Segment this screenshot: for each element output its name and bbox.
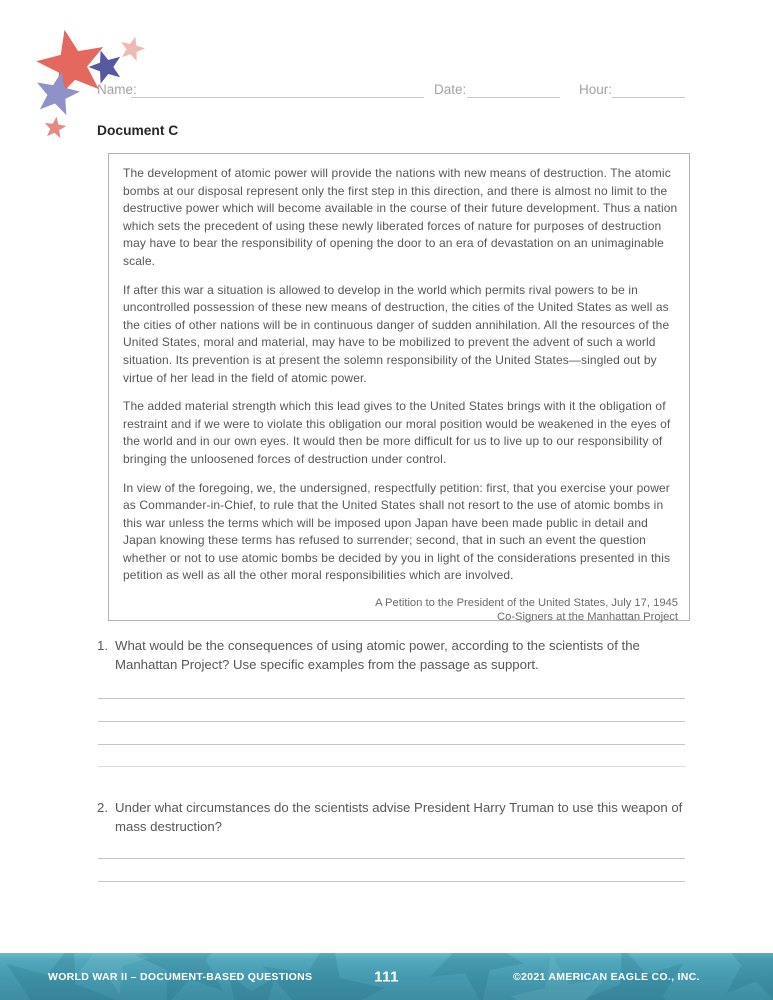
question-1-number: 1. bbox=[97, 638, 108, 653]
question-1-text: What would be the consequences of using atomic power, according to the scientists of the Manhattan Project? Use specific examples from the passage as support. bbox=[115, 638, 640, 672]
passage-paragraph: In view of the foregoing, we, the undersigned, respectfully petition: first, that you exercise your power as Commander-in-Chief, to rule that the United States shall not resort to the use of atomic bombs in this war unless the terms which will be imposed upon Japan have been made public in detail and Japan knowing these terms has refused to surrender; second, that in such an event the question whether or not to use atomic bombs be decided by you in light of the considerations presented in this petition as well as all the other moral responsibilities which are involved. bbox=[123, 480, 671, 583]
question-1 bbox=[97, 637, 689, 675]
star-icon bbox=[117, 33, 147, 62]
question-2 bbox=[97, 799, 689, 837]
passage-paragraph: The development of atomic power will provide the nations with new means of destruction. The atomic bombs at our disposal represent only the first step in this direction, and there is almost no limit to the destructive power which will become available in the course of their future development. Thus a nation which sets the precedent of using these newly liberated forces of nature for purposes of destruction may have to bear the responsibility of opening the door to an era of devastation on an unimaginable scale. bbox=[123, 166, 678, 268]
answer-line[interactable] bbox=[98, 698, 685, 699]
question-2-text: Under what circumstances do the scientists advise President Harry Truman to use this weapon of mass destruction? bbox=[115, 800, 683, 834]
passage-paragraph: If after this war a situation is allowed to develop in the world which permits rival powers to be in uncontrolled possession of these new means of destruction, the cities of the United States as well as the cities of other nations will be in continuous danger of sudden annihilation. All the resources of the United States, moral and material, may have to be mobilized to prevent the advent of such a world situation. Its prevention is at present the solemn responsibility of the United States—singled out by virtue of her lead in the field of atomic power. bbox=[123, 282, 670, 385]
footer-page-number: 111 bbox=[374, 968, 399, 985]
footer-copyright: ©2021 AMERICAN EAGLE CO., INC. bbox=[513, 970, 700, 983]
passage-box bbox=[108, 153, 690, 624]
name-label: Name: bbox=[97, 82, 137, 97]
star-icon bbox=[43, 115, 68, 139]
document-title: Document C bbox=[97, 123, 179, 138]
passage-attribution bbox=[123, 596, 679, 625]
name-input-line[interactable] bbox=[131, 97, 424, 98]
footer-band bbox=[0, 953, 773, 1000]
answer-line[interactable] bbox=[98, 881, 685, 882]
attribution-source: A Petition to the President of the United States, July 17, 1945 bbox=[375, 597, 678, 610]
date-label: Date: bbox=[434, 82, 467, 97]
answer-line[interactable] bbox=[98, 766, 685, 767]
hour-label: Hour: bbox=[579, 82, 613, 97]
date-input-line[interactable] bbox=[467, 97, 560, 98]
answer-line[interactable] bbox=[98, 721, 685, 722]
question-2-number: 2. bbox=[97, 800, 108, 815]
footer-book-title: WORLD WAR II – DOCUMENT-BASED QUESTIONS bbox=[48, 970, 313, 983]
passage-paragraph: The added material strength which this lead gives to the United States brings with it the obligation of restraint and if we were to violate this obligation our moral position would be weakened in the eyes of the world and in our own eyes. It would then be more difficult for us to live up to our responsibility of bringing the unloosened forces of destruction under control. bbox=[123, 399, 671, 466]
attribution-signers: Co-Signers at the Manhattan Project bbox=[497, 611, 678, 624]
answer-line[interactable] bbox=[98, 744, 685, 745]
answer-line[interactable] bbox=[98, 858, 685, 859]
hour-input-line[interactable] bbox=[612, 97, 685, 98]
